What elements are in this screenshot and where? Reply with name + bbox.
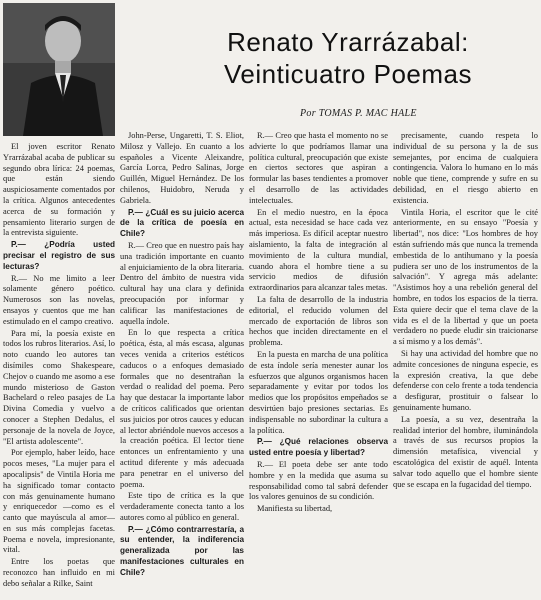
- portrait-image: [3, 3, 115, 136]
- text-column-3: [249, 131, 388, 598]
- article-paragraph: En la puesta en marcha de una política de esta índole sería menester aunar los esfuerzos que algunos organismos hacen separadamente y evitar por todos los medios que los propósitos empeñados se desvirtúen bajo presiones sectarias. Es indispensable no subordinar la cultura a la política.: [249, 349, 388, 435]
- article-paragraph: Por ejemplo, haber leído, hace pocos meses, "La mujer para el apocalipsis" de Vintila Horia me ha significado tomar contacto con más genuinamente humano y enriquecedor —como es el canto que mayúscula al amor— en sus más complejas facetas. Poema e novela, impresionante, vital.: [3, 448, 115, 555]
- article-paragraph: Entre los poetas que reconozco han influido en mi debo señalar a Rilke, Saint: [3, 557, 115, 588]
- article-paragraph: En el medio nuestro, en la época actual, esta necesidad se hace cada vez más imperiosa. Es difícil aceptar nuestro aislamiento, la falta de integración al movimiento de la cultura mundial, cuando ahora el hombre tiene a su servicio medios de difusión extraordinarios para alcanzar tales metas.: [249, 207, 388, 293]
- interview-question: P.— ¿Cómo contrarrestaría, a su entender, la indiferencia generalizada por las manifestaciones culturales en Chile?: [120, 524, 244, 577]
- article-paragraph: Si hay una actividad del hombre que no admite concesiones de ninguna especie, es la expresión creativa, la que debe defenderse con celo frente a toda tendencia a desfigurar, prostituir o falsear lo genuinamente humano.: [393, 348, 538, 412]
- author-portrait-photo: [3, 3, 115, 136]
- article-paragraph: El joven escritor Renato Yrarrázabal acaba de publicar su segundo obra lírica: 24 poemas, que están siendo auspiciosamente comentados por la crítica. Algunos antecedentes acerca de su formación y pensamiento literario surgen de la entrevista siguiente.: [3, 142, 115, 238]
- article-paragraph: R.— Creo que en nuestro país hay una tradición importante en cuanto al enjuiciamiento de la obra literaria. Dentro del ámbito de nuestra vida cultural hay una clara y definida preocupación por informar y calificar las manifestaciones de aquella índole.: [120, 240, 244, 326]
- article-paragraph: Vintila Horia, el escritor que le cité anteriormente, en su ensayo "Poesía y libertad", nos dice: "Los hombres de hoy están sufriendo más que nunca la tremenda embestida de lo antihumano y la poesía pudiera ser uno de los instrumentos de la salvación". Y agrega más adelante: "Asistimos hoy a una rebelión general del hombre, en todos los espacios de la tierra. Esta quiere decir que el tema clave de la vida es el de la libertad y que un poeta verdadero no puede eludir sin traicionarse a sí mismo y a los demás".: [393, 207, 538, 347]
- text-column-2: [120, 131, 244, 598]
- article-paragraph: La poesía, a su vez, desentraña la realidad interior del hombre, iluminándola a través de sus recursos propios la dimensión metafísica, vivencial y escatológica del existir de aquél. Intenta salvar todo aquello que el hombre siente que se escapa en la fugacidad del tiempo.: [393, 414, 538, 489]
- interview-question: P.— ¿Podría usted precisar el registro de sus lecturas?: [3, 240, 115, 271]
- title-line-1: Renato Yrarrázabal:: [227, 27, 469, 57]
- article-paragraph: Manifiesta su libertad,: [257, 504, 333, 514]
- article-paragraph: Para mí, la poesía existe en todos los rubros literarios. Así, lo noto cuando leo autores tan disímiles como Shakespeare, Chejov o cuando me asomo a ese mundo misterioso de Gaston Bachelard o releo pasajes de La Divina Comedia y vuelvo a conocer a Stephen Dedalus, el personaje de la novela de Joyce, "El artista adolescente".: [3, 328, 115, 446]
- interview-question: P.— ¿Qué relaciones observa usted entre poesía y libertad?: [249, 437, 388, 458]
- article-title: [168, 26, 528, 90]
- interview-question: P.— ¿Cuál es su juicio acerca de la crítica de poesía en Chile?: [120, 207, 244, 239]
- article-paragraph: La falta de desarrollo de la industria editorial, el reducido volumen del mercado de exportación de libros son hechos que inciden directamente en el problema.: [249, 294, 388, 348]
- text-column-1: [3, 142, 115, 598]
- article-paragraph: R.— El poeta debe ser ante todo hombre y en la medida que asuma su responsabilidad como tal sabrá defender los valores genuinos de su condición.: [249, 459, 388, 502]
- article-paragraph: John-Perse, Ungaretti, T. S. Eliot, Milosz y Vallejo. En cuanto a los españoles a Vicente Aleixandre, García Lorca, Pedro Salinas, Jorge Guillén, Miguel Hernández. De los chilenos, Huidobro, Neruda y Gabriela.: [120, 131, 244, 205]
- title-line-2: Veinticuatro Poemas: [224, 59, 472, 89]
- article-byline: Por TOMAS P. MAC HALE: [300, 108, 417, 119]
- text-column-4: [393, 131, 538, 598]
- article-paragraph: En lo que respecta a crítica poética, ésta, al más escasa, algunas veces venida a criterios estéticos caducos o a enfoques demasiado formales que no desentrañan la verdad o realidad del poema. Pero hay que destacar la importante labor de críticos calificados que orientan sus juicios por otros cauces y educan al lector abriéndole nuevos accesos a la creación poética. El lector tiene entonces un enfrentamiento y una actitud diferente y más adecuada para penetrar en el universo del poema.: [120, 328, 244, 489]
- article-paragraph: R.— No me limito a leer solamente género poético. Numerosos son las novelas, ensayos y cuentos que me han estimulado en el campo creativo.: [3, 273, 115, 326]
- article-paragraph: R.— Creo que hasta el momento no se advierte lo que podríamos llamar una política cultural, preocupación que existe en ciertos sectores que aspiran a formular las bases tendientes a promover el desarrollo de las actividades intelectuales.: [249, 131, 388, 205]
- article-paragraph: Este tipo de crítica es la que verdaderamente conecta tanto a los autores como al público en general.: [120, 491, 244, 522]
- article-paragraph: precisamente, cuando respeta lo individual de su persona y la de sus semejantes, por encima de cualquiera contingencia. Valora lo humano en lo más noble que tiene, comprende y sufre en su debilidad, en el riesgo abierto en existencia.: [393, 131, 538, 205]
